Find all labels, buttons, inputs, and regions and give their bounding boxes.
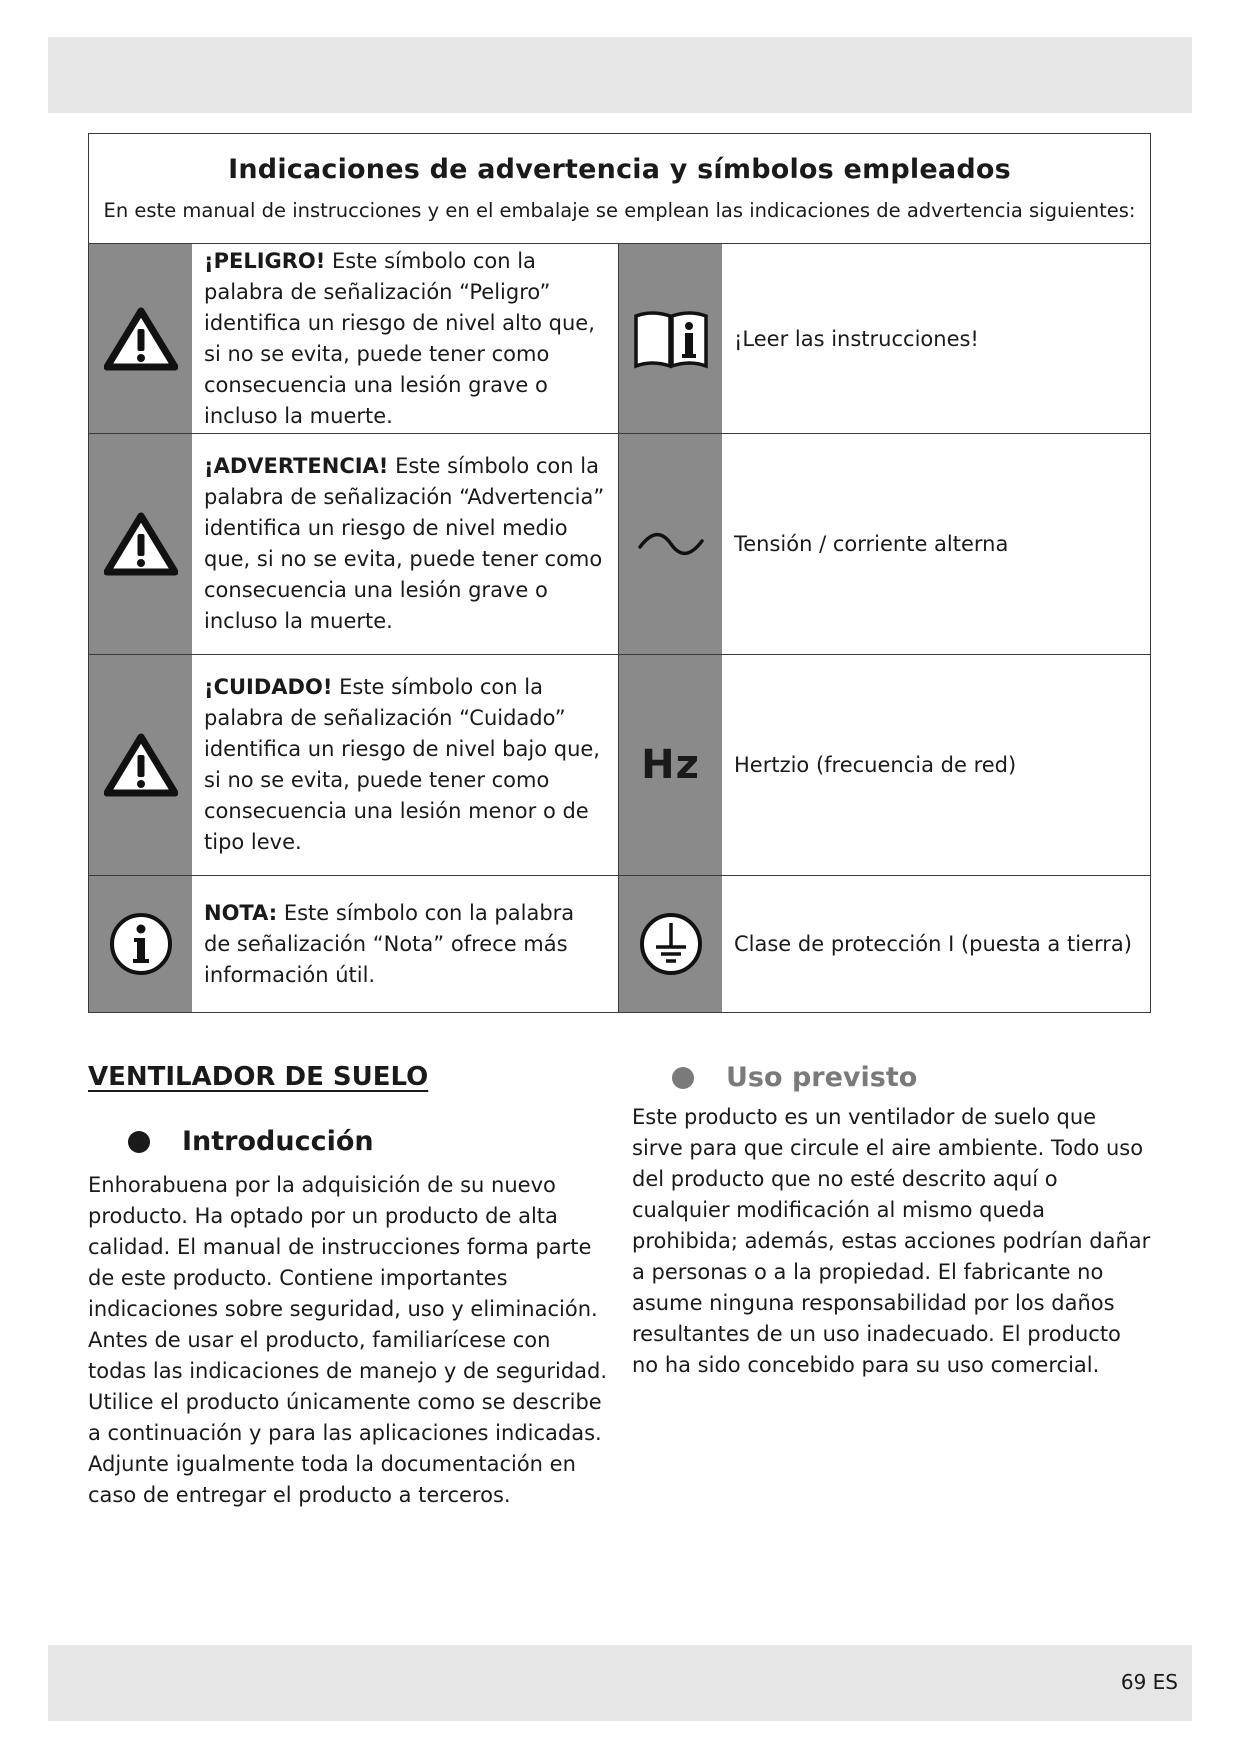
warning-triangle-icon xyxy=(104,512,178,576)
icon-cell xyxy=(619,876,722,1012)
icon-cell xyxy=(89,876,192,1012)
alternating-current-description: Tensión / corriente alterna xyxy=(734,532,1009,556)
table-header xyxy=(89,134,1150,244)
icon-cell xyxy=(89,434,192,654)
table-row xyxy=(89,876,1150,1012)
table-row xyxy=(89,244,1150,434)
icon-cell xyxy=(619,244,722,433)
table-row xyxy=(89,434,1150,655)
caution-label: ¡CUIDADO! xyxy=(204,675,333,699)
intended-use-heading xyxy=(632,1060,1152,1096)
hertz-description: Hertzio (frecuencia de red) xyxy=(734,753,1017,777)
note-description xyxy=(192,876,619,1012)
hertz-icon: Hz xyxy=(641,742,700,788)
page-number: 69 ES xyxy=(1120,1670,1178,1694)
alternating-current-icon xyxy=(636,529,706,559)
header-band xyxy=(48,37,1192,113)
bullet-icon xyxy=(128,1131,150,1153)
danger-text: Este símbolo con la palabra de señalización “Peligro” identifica un riesgo de nivel alto que, si no se evita, puede tener como consecuencia una lesión grave o incluso la muerte. xyxy=(204,248,595,428)
warning-label: ¡ADVERTENCIA! xyxy=(204,454,389,478)
intended-use-text: Este producto es un ventilador de suelo que sirve para que circule el aire ambiente. Todo uso del producto que no esté descrito aquí o cualquier modificación al mismo queda prohibida; además, estas acciones podrían dañar a personas o a la propiedad. El fabricante no asume ninguna responsabilidad por los daños resultantes de un uso inadecuado. El producto no ha sido concebido para su uso comercial. xyxy=(632,1105,1151,1377)
warning-description xyxy=(192,434,619,654)
intro-text: Enhorabuena por la adquisición de su nuevo producto. Ha optado por un producto de alta calidad. El manual de instrucciones forma parte de este producto. Contiene importantes indicaciones sobre seguridad, uso y eliminación. Antes de usar el producto, familiarícese con todas las indicaciones de manejo y de seguridad. Utilice el producto únicamente como se describe a continuación y para las aplicaciones indicadas. Adjunte igualmente toda la documentación en caso de entregar el producto a terceros. xyxy=(88,1173,608,1507)
table-title: Indicaciones de advertencia y símbolos empleados xyxy=(228,154,1011,185)
section-title: VENTILADOR DE SUELO xyxy=(88,1062,429,1092)
table-subtitle: En este manual de instrucciones y en el embalaje se emplean las indicaciones de advertencia siguientes: xyxy=(103,199,1136,222)
note-label: NOTA: xyxy=(204,900,278,925)
note-text: Este símbolo con la palabra de señalización “Nota” ofrece más información útil. xyxy=(204,900,575,987)
table-row xyxy=(89,655,1150,876)
info-icon xyxy=(108,911,174,977)
icon-cell xyxy=(89,655,192,875)
icon-cell xyxy=(89,244,192,433)
read-instructions-icon xyxy=(632,308,710,370)
danger-description xyxy=(192,244,619,433)
protective-earth-icon xyxy=(638,911,704,977)
intro-heading-text: Introducción xyxy=(182,1126,374,1157)
right-column xyxy=(632,1060,1152,1381)
warning-triangle-icon xyxy=(104,307,178,371)
read-instructions-description: ¡Leer las instrucciones! xyxy=(734,326,979,351)
warning-triangle-icon xyxy=(104,733,178,797)
icon-cell xyxy=(619,434,722,654)
caution-description xyxy=(192,655,619,875)
danger-label: ¡PELIGRO! xyxy=(204,248,326,273)
intended-use-heading-text: Uso previsto xyxy=(726,1062,918,1093)
bullet-icon xyxy=(672,1067,694,1089)
protection-class-description: Clase de protección I (puesta a tierra) xyxy=(734,932,1132,956)
footer-band xyxy=(48,1645,1192,1721)
caution-text: Este símbolo con la palabra de señalización “Cuidado” identifica un riesgo de nivel bajo que, si no se evita, puede tener como consecuencia una lesión menor o de tipo leve. xyxy=(204,675,600,854)
icon-cell xyxy=(619,655,722,875)
warning-text: Este símbolo con la palabra de señalización “Advertencia” identifica un riesgo de nivel medio que, si no se evita, puede tener como consecuencia una lesión grave o incluso la muerte. xyxy=(204,454,605,633)
intro-heading xyxy=(88,1124,613,1160)
left-column xyxy=(88,1060,613,1511)
warning-symbols-table xyxy=(88,133,1151,1013)
